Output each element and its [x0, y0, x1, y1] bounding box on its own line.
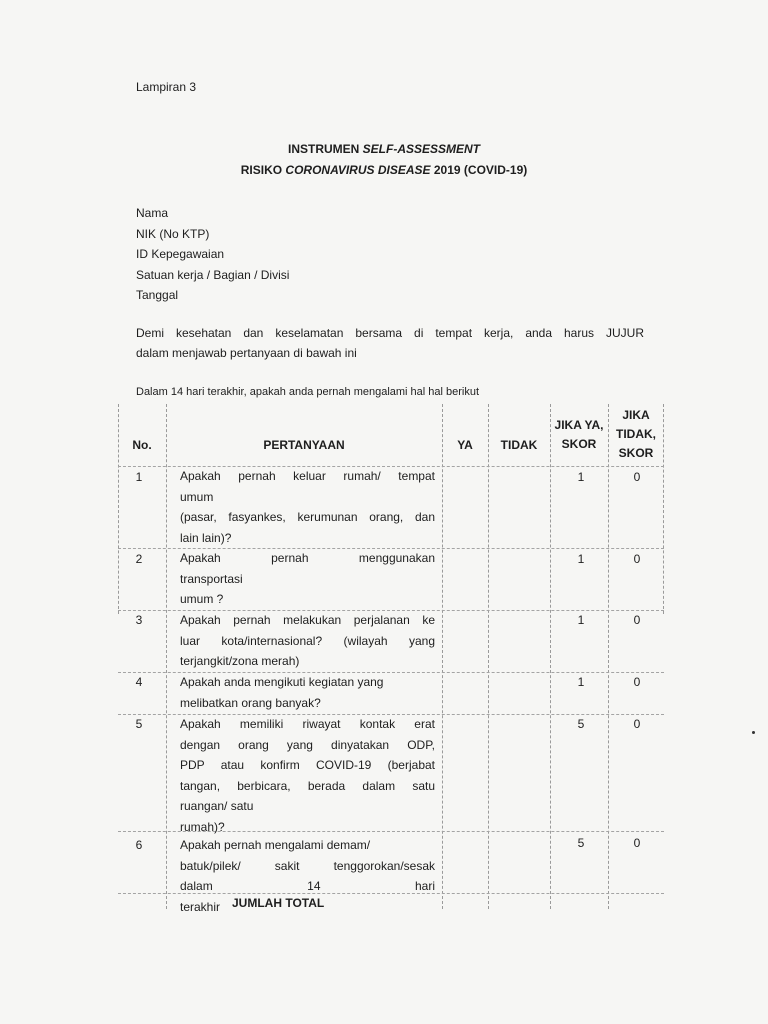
identity-fields: [136, 203, 289, 306]
question-line: Apakah pernah melakukan perjalanan ke: [180, 613, 435, 627]
header-jika-ya-line1: JIKA YA,: [554, 418, 604, 432]
question-intro: Dalam 14 hari terakhir, apakah anda pernah mengalami hal hal berikut: [136, 386, 480, 398]
question-line: rumah)?: [180, 819, 225, 834]
row-number: 5: [135, 717, 143, 731]
row-number: 4: [135, 675, 143, 689]
row-number: 2: [135, 552, 143, 566]
field-tanggal: Tanggal: [136, 288, 179, 302]
table-rule: [442, 404, 443, 909]
header-jika-ya: [550, 416, 608, 454]
attachment-label: Lampiran 3: [136, 80, 197, 94]
total-label: JUMLAH TOTAL: [232, 896, 325, 910]
score-ya: 5: [577, 836, 585, 850]
table-rule: [488, 404, 489, 909]
title-line2-prefix: RISIKO: [240, 163, 286, 177]
score-ya: 1: [577, 675, 585, 689]
title-line2-suffix: 2019 (COVID-19): [430, 163, 528, 177]
document-title-line1: [0, 142, 768, 156]
score-tidak: 0: [633, 613, 641, 627]
row-number: 1: [135, 470, 143, 484]
scan-speck: [752, 731, 755, 734]
question-text: [180, 672, 435, 713]
score-tidak: 0: [633, 470, 641, 484]
question-line: Apakah pernah keluar rumah/ tempat: [180, 469, 435, 483]
score-tidak: 0: [633, 717, 641, 731]
header-jika-tidak-line3: SKOR: [618, 446, 654, 460]
score-tidak: 0: [633, 675, 641, 689]
score-ya: 1: [577, 552, 585, 566]
question-line: tangan, berbicara, berada dalam satu: [180, 778, 435, 793]
question-text: [180, 548, 435, 610]
table-rule: [608, 404, 609, 909]
header-no: No.: [132, 438, 152, 452]
question-line: transportasi: [180, 571, 243, 586]
row-number: 6: [135, 838, 143, 852]
intro-line1: Demi kesehatan dan keselamatan bersama di tempat kerja, anda harus JUJUR: [136, 326, 644, 340]
question-line: umum: [180, 489, 214, 504]
score-ya: 1: [577, 470, 585, 484]
question-line: Apakah memiliki riwayat kontak erat: [180, 717, 435, 731]
question-line: terjangkit/zona merah): [180, 654, 300, 668]
table-rule: [550, 404, 551, 909]
title-line1-prefix: INSTRUMEN: [287, 142, 363, 156]
question-text: [180, 610, 435, 672]
intro-paragraph: [136, 323, 644, 363]
question-text: [180, 714, 435, 837]
intro-line2: dalam menjawab pertanyaan di bawah ini: [136, 346, 357, 360]
header-jika-tidak-line1: JIKA: [622, 408, 650, 422]
question-line: PDP atau konfirm COVID-19 (berjabat: [180, 758, 435, 772]
score-tidak: 0: [633, 552, 641, 566]
question-line: luar kota/internasional? (wilayah yang: [180, 633, 435, 648]
score-ya: 1: [577, 613, 585, 627]
question-line: Apakah pernah mengalami demam/: [180, 838, 371, 852]
header-jika-tidak: [608, 406, 664, 463]
question-line: lain lain)?: [180, 530, 232, 545]
question-line: melibatkan orang banyak?: [180, 695, 321, 710]
field-id-kepegawaian: ID Kepegawaian: [136, 247, 225, 261]
score-ya: 5: [577, 717, 585, 731]
question-line: dengan orang yang dinyatakan ODP,: [180, 737, 435, 752]
question-line: (pasar, fasyankes, kerumunan orang, dan: [180, 510, 435, 524]
field-nik: NIK (No KTP): [136, 226, 210, 241]
title-line1-italic: SELF-ASSESSMENT: [362, 142, 481, 156]
header-jika-ya-line2: SKOR: [561, 437, 597, 451]
question-line: batuk/pilek/ sakit tenggorokan/sesak: [180, 858, 435, 873]
question-line: Apakah pernah menggunakan: [180, 551, 435, 565]
header-pertanyaan: PERTANYAAN: [263, 438, 345, 452]
question-text: [180, 466, 435, 548]
field-satuan-kerja: Satuan kerja / Bagian / Divisi: [136, 267, 290, 282]
question-line: dalam 14 hari terakhir: [180, 879, 435, 914]
score-tidak: 0: [633, 836, 641, 850]
header-jika-tidak-line2: TIDAK,: [616, 427, 656, 441]
row-number: 3: [135, 613, 143, 627]
question-line: umum ?: [180, 592, 224, 606]
header-tidak: TIDAK: [500, 438, 538, 452]
document-title-line2: [0, 163, 768, 177]
table-rule: [166, 404, 167, 909]
assessment-table: [116, 404, 666, 914]
question-line: Apakah anda mengikuti kegiatan yang: [180, 675, 384, 689]
question-line: ruangan/ satu: [180, 799, 254, 813]
field-nama: Nama: [136, 206, 169, 220]
title-line2-italic: CORONAVIRUS DISEASE: [285, 163, 431, 177]
header-ya: YA: [457, 438, 473, 452]
